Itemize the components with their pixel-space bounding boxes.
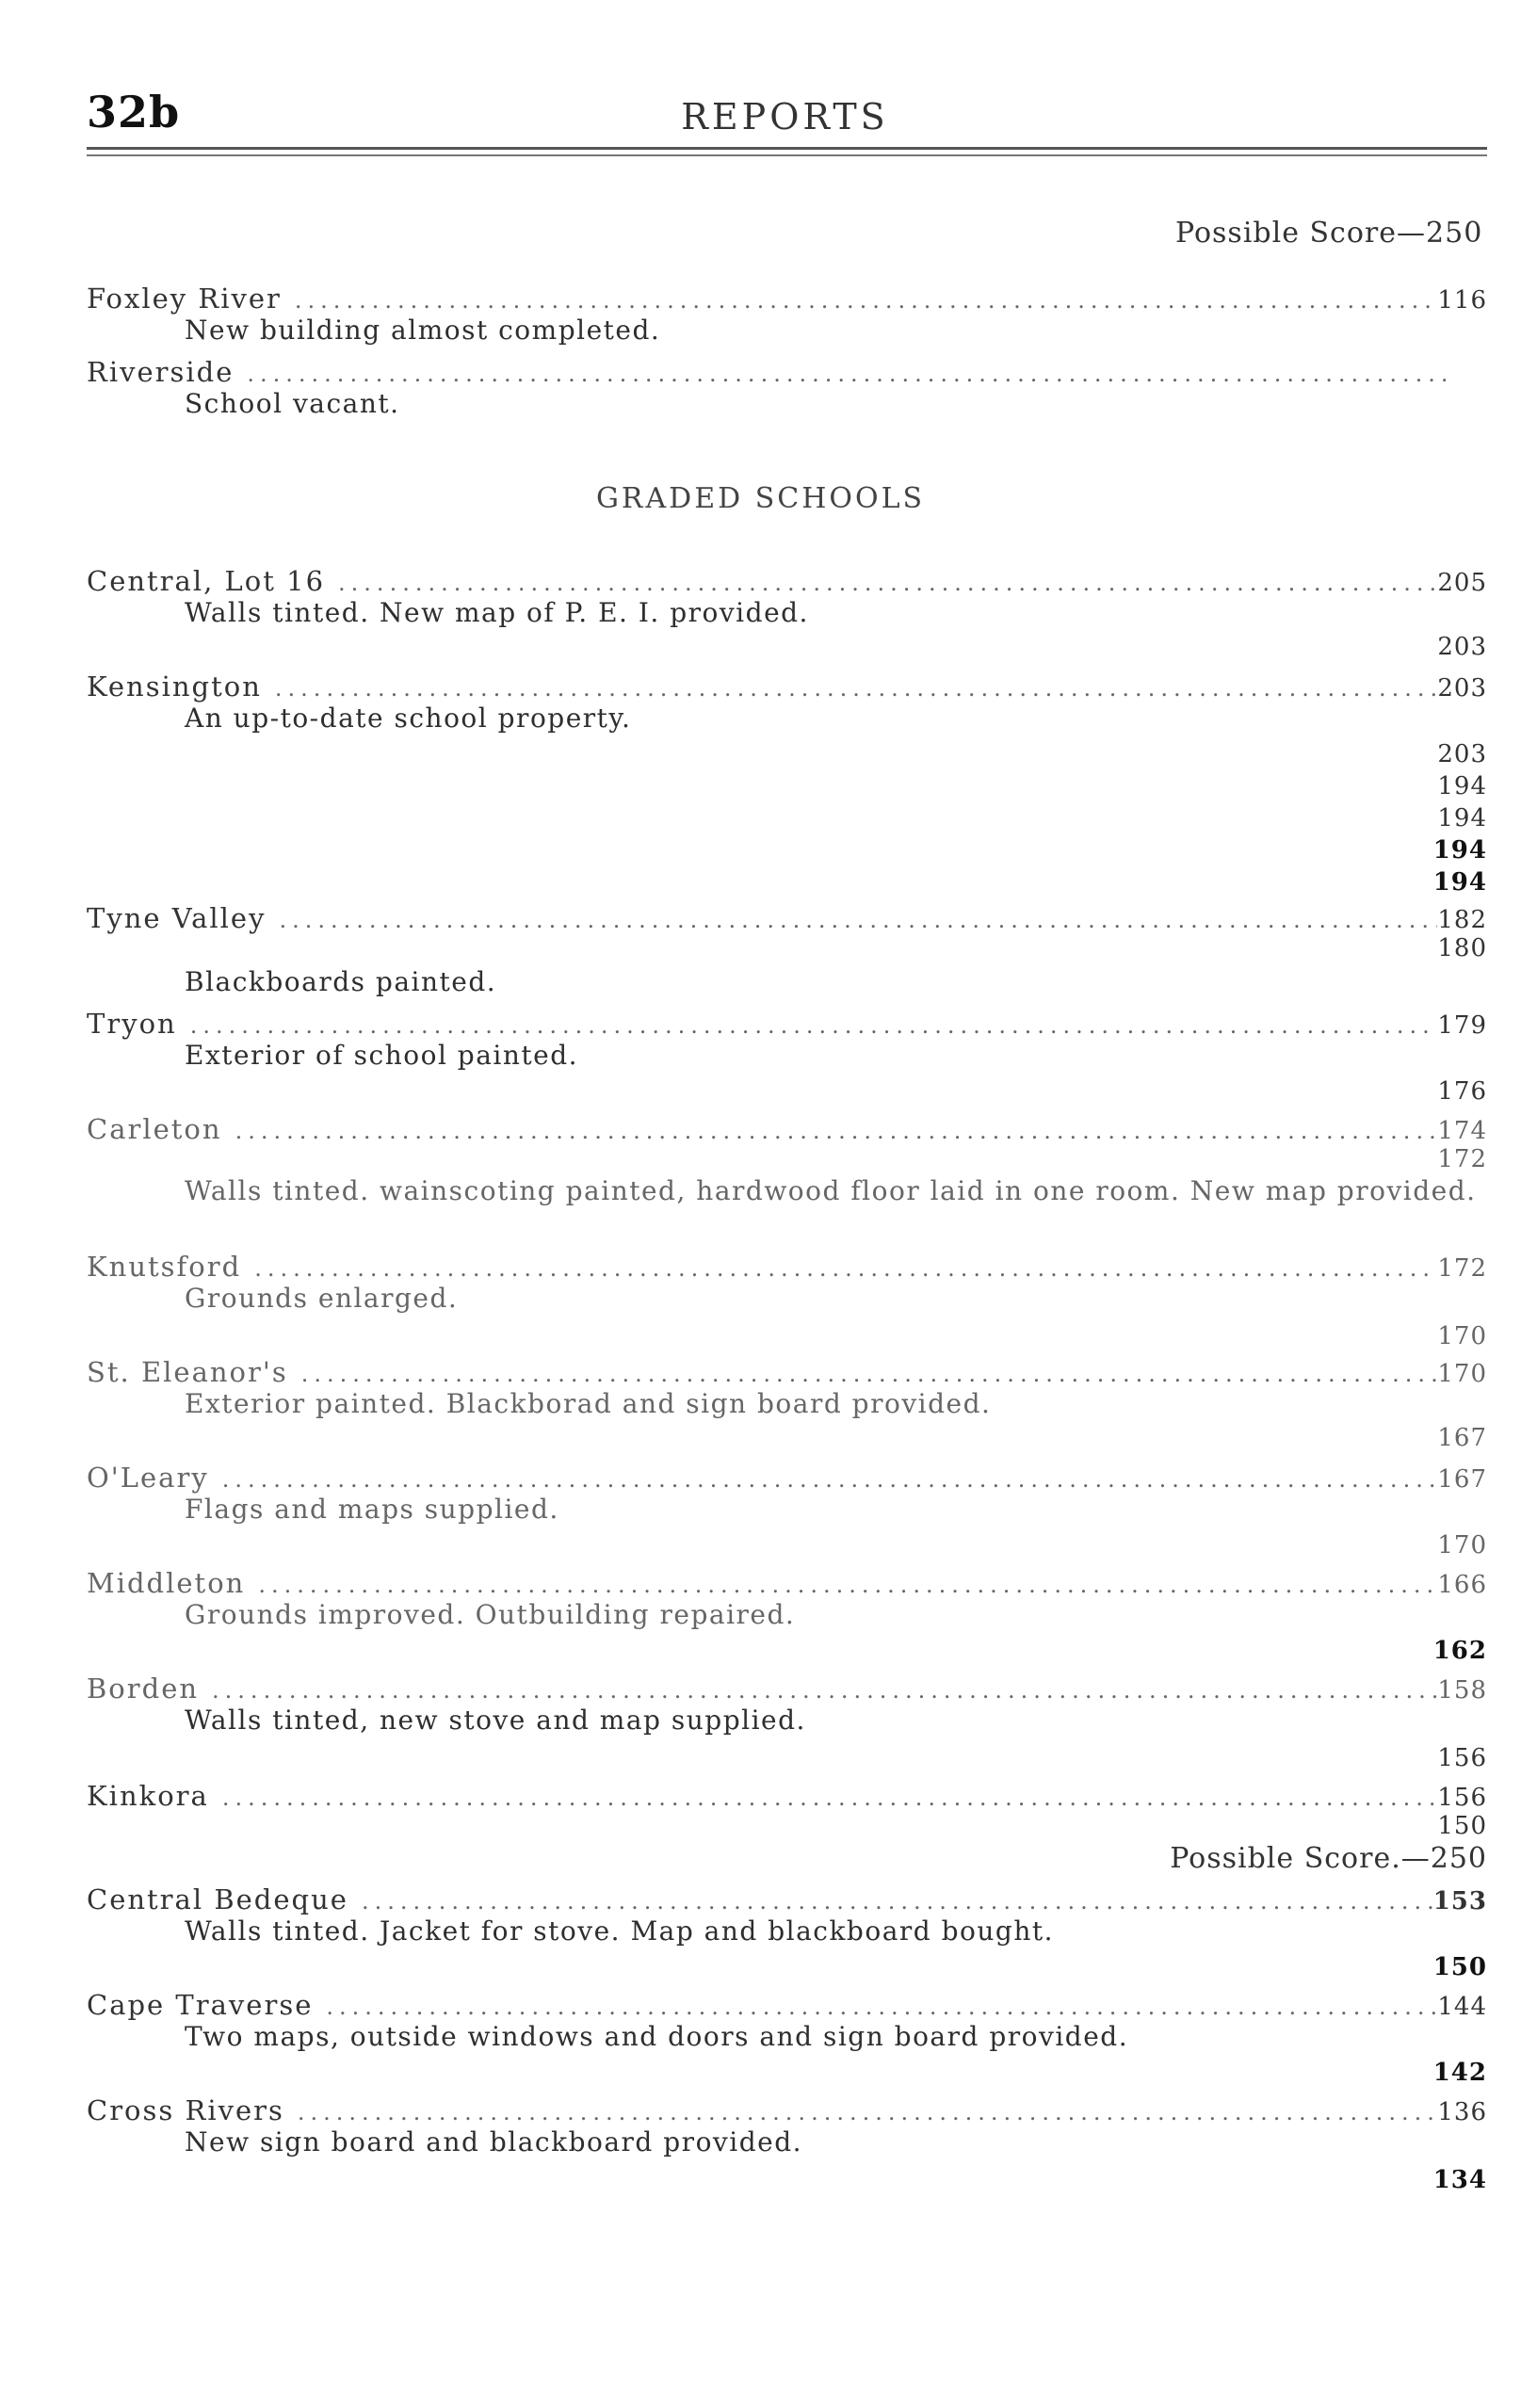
- entry-kinkora: [87, 1780, 1487, 1814]
- school-note: Walls tinted, new stove and map supplied.: [185, 1705, 806, 1736]
- sub-score: 203: [1437, 740, 1487, 768]
- header-rule: [87, 147, 1487, 150]
- school-score: 205: [1437, 569, 1487, 597]
- leader-dots: [222, 1785, 1438, 1811]
- entry-borden: [87, 1673, 1487, 1706]
- entry-knutsford: [87, 1251, 1487, 1285]
- sub-score: 170: [1437, 1531, 1487, 1560]
- possible-score-heading: Possible Score.—250: [1170, 1842, 1487, 1875]
- school-note: An up-to-date school property.: [185, 703, 632, 734]
- school-name: Cape Traverse: [87, 1989, 314, 2021]
- entry-st-eleanors: [87, 1356, 1487, 1390]
- school-score: 167: [1437, 1465, 1487, 1494]
- leader-dots: [279, 907, 1437, 933]
- school-name: Cross Rivers: [87, 2094, 284, 2126]
- section-title: GRADED SCHOOLS: [595, 482, 926, 515]
- school-name: Knutsford: [87, 1251, 242, 1283]
- sub-score: 203: [1437, 633, 1487, 661]
- sub-score: 150: [1437, 1812, 1487, 1840]
- school-score: 172: [1437, 1254, 1487, 1283]
- school-name: Kensington: [87, 671, 262, 703]
- school-note: New sign board and blackboard provided.: [185, 2126, 803, 2158]
- school-note: Two maps, outside windows and doors and sign board provided.: [185, 2021, 1129, 2052]
- sub-score: 156: [1437, 1744, 1487, 1772]
- entry-central-lot-16: [87, 565, 1487, 599]
- entry-foxley-river: [87, 283, 1487, 316]
- entry-central-bedeque: [87, 1883, 1487, 1917]
- school-score: 203: [1437, 674, 1487, 703]
- leader-dots: [326, 1994, 1437, 2020]
- possible-score-heading: Possible Score—250: [1175, 217, 1483, 250]
- sub-score: 180: [1437, 934, 1487, 962]
- school-name: St. Eleanor's: [87, 1356, 288, 1388]
- leader-dots: [275, 675, 1437, 702]
- leader-dots: [362, 1888, 1433, 1915]
- school-name: Riverside: [87, 356, 235, 388]
- school-name: Foxley River: [87, 283, 282, 315]
- school-score: 179: [1437, 1011, 1487, 1040]
- sub-score: 172: [1437, 1145, 1487, 1173]
- running-head: REPORTS: [681, 96, 889, 137]
- school-score: 153: [1432, 1887, 1487, 1915]
- sub-score: 194: [1432, 836, 1487, 865]
- sub-score: 176: [1437, 1077, 1487, 1106]
- school-name: Tryon: [87, 1008, 177, 1040]
- entry-cape-traverse: [87, 1989, 1487, 2023]
- leader-dots: [212, 1677, 1437, 1704]
- school-note: Blackboards painted.: [185, 966, 497, 997]
- school-score: 158: [1437, 1676, 1487, 1705]
- entry-tryon: [87, 1008, 1487, 1042]
- leader-dots: [258, 1572, 1437, 1598]
- school-score: 116: [1437, 286, 1487, 315]
- school-note: Exterior of school painted.: [185, 1040, 579, 1071]
- school-name: O'Leary: [87, 1462, 209, 1494]
- school-score: 174: [1437, 1117, 1487, 1145]
- school-name: Kinkora: [87, 1780, 209, 1812]
- entry-kensington: [87, 671, 1487, 704]
- sub-score: 194: [1437, 804, 1487, 832]
- sub-score: 167: [1437, 1424, 1487, 1452]
- school-note: Exterior painted. Blackborad and sign board provided.: [185, 1388, 992, 1419]
- leader-dots: [235, 1118, 1438, 1144]
- school-note: Flags and maps supplied.: [185, 1494, 559, 1525]
- school-name: Tyne Valley: [87, 902, 267, 934]
- school-name: Borden: [87, 1673, 200, 1705]
- page-header: [87, 87, 1483, 143]
- leader-dots: [301, 1361, 1438, 1387]
- school-name: Central, Lot 16: [87, 565, 326, 597]
- leader-dots: [254, 1255, 1437, 1282]
- entry-carleton: [87, 1113, 1487, 1147]
- school-score: 144: [1437, 1993, 1487, 2021]
- sub-score: 162: [1432, 1637, 1487, 1665]
- leader-dots: [190, 1012, 1438, 1039]
- school-name: Central Bedeque: [87, 1883, 348, 1915]
- page-number: 32b: [87, 87, 181, 137]
- leader-dots: [295, 287, 1437, 314]
- school-score: 170: [1437, 1360, 1487, 1388]
- leader-dots: [298, 2099, 1437, 2125]
- entry-middleton: [87, 1567, 1487, 1601]
- school-name: Carleton: [87, 1113, 222, 1145]
- entry-cross-rivers: [87, 2094, 1487, 2128]
- entry-tyne-valley: [87, 902, 1487, 936]
- school-note: New building almost completed.: [185, 315, 661, 346]
- school-note: Grounds enlarged.: [185, 1283, 459, 1314]
- entry-oleary: [87, 1462, 1487, 1495]
- school-note: Walls tinted. Jacket for stove. Map and blackboard bought.: [185, 1915, 1055, 1947]
- sub-score: 194: [1432, 868, 1487, 897]
- school-name: Middleton: [87, 1567, 246, 1599]
- sub-score: 150: [1432, 1953, 1487, 1981]
- school-note: Grounds improved. Outbuilding repaired.: [185, 1599, 796, 1630]
- school-note: School vacant.: [185, 388, 400, 419]
- leader-dots: [222, 1466, 1438, 1493]
- school-score: 156: [1437, 1784, 1487, 1812]
- school-note: Walls tinted. New map of P. E. I. provided.: [185, 597, 809, 628]
- school-score: 136: [1437, 2098, 1487, 2126]
- school-score: 182: [1437, 906, 1487, 934]
- sub-score: 170: [1437, 1322, 1487, 1350]
- sub-score: 142: [1432, 2059, 1487, 2087]
- header-rule-thin: [87, 154, 1487, 156]
- school-note: Walls tinted. wainscoting painted, hardwood floor laid in one room. New map provided.: [185, 1175, 1477, 1206]
- sub-score: 194: [1437, 772, 1487, 800]
- sub-score: 134: [1432, 2166, 1487, 2194]
- leader-dots: [247, 361, 1452, 387]
- entry-riverside: [87, 356, 1452, 390]
- school-score: 166: [1437, 1571, 1487, 1599]
- leader-dots: [338, 570, 1437, 596]
